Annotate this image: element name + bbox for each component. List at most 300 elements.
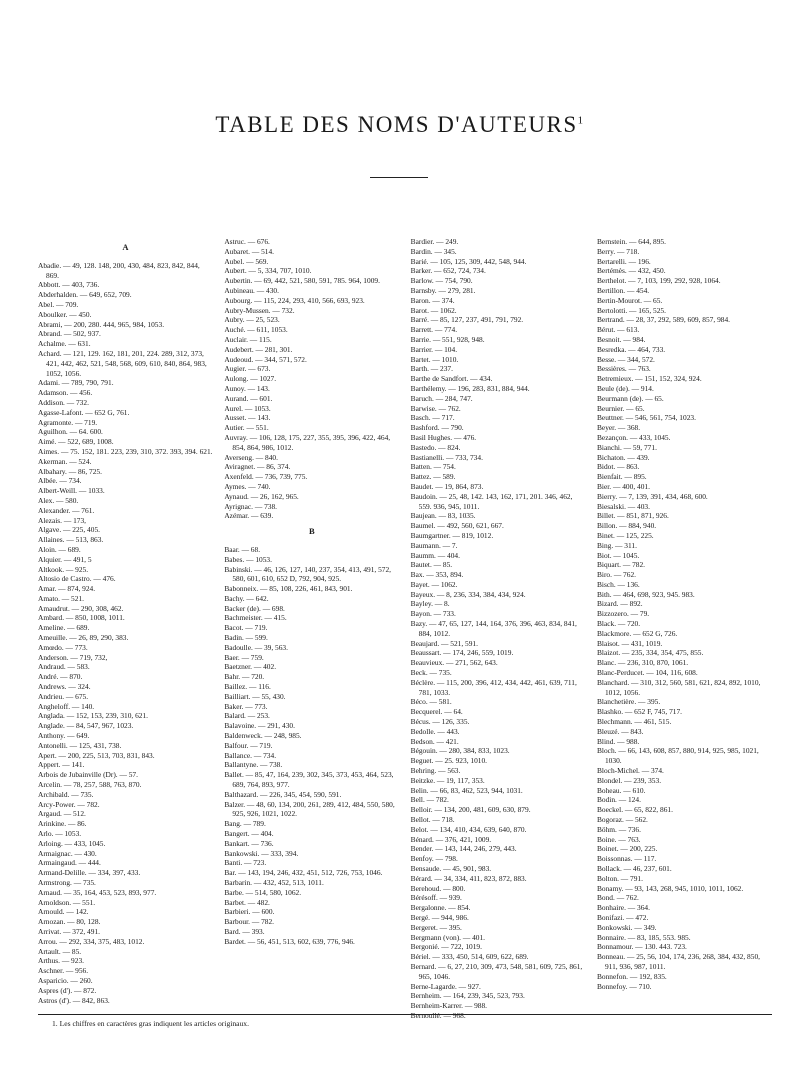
index-entry: Bertémès. — 432, 450. [596, 266, 666, 276]
index-entry: Aubineau. — 430. [224, 285, 279, 295]
index-entry: Bienfait. — 895. [596, 472, 647, 482]
index-entry: Algave. — 225, 405. [38, 525, 100, 535]
index-entry: Ameuille. — 26, 89, 290, 383. [38, 633, 129, 643]
index-entry: Black. — 720. [596, 619, 641, 629]
index-entry: Albert-Weill. — 1033. [38, 486, 105, 496]
index-entry: Bergé. — 944, 986. [410, 912, 469, 922]
footnote-text: 1. Les chiffres en caractères gras indiquent les articles originaux. [52, 1019, 250, 1028]
index-entry: Bezançon. — 433, 1045. [596, 432, 671, 442]
index-column-4 [597, 237, 772, 1021]
index-entry: Baetzner. — 402. [224, 662, 277, 672]
index-entry: Baer. — 759. [224, 652, 264, 662]
index-entry: Boine. — 763. [596, 834, 641, 844]
index-entry: Bériel. — 333, 450, 514, 609, 622, 689. [410, 952, 529, 962]
index-entry: Angheloff. — 140. [38, 701, 95, 711]
index-entry: Aloin. — 689. [38, 544, 81, 554]
index-entry: Baker. — 773. [224, 701, 268, 711]
index-entry: Balzer. — 48, 60, 134, 200, 261, 289, 412, 484, 550, 580, 925, 926, 1021, 1022. [224, 799, 395, 819]
index-entry: Berthelot. — 7, 103, 199, 292, 928, 1064. [596, 276, 721, 286]
index-entry: Bashford. — 790. [410, 423, 464, 433]
index-entry: Bonkowski. — 349. [596, 922, 657, 932]
index-entry: Barnsby. — 279, 281. [410, 285, 476, 295]
index-entry: Bender. — 143, 144, 246, 279, 443. [410, 844, 517, 854]
index-entry: Bizzozero. — 79. [596, 609, 650, 619]
index-entry: Apert. — 200, 225, 513, 703, 831, 843. [38, 750, 155, 760]
index-entry: Andrieu. — 675. [38, 691, 89, 701]
index-entry: Boeckel. — 65, 822, 861. [596, 805, 673, 815]
index-entry: Boheau. — 610. [596, 785, 646, 795]
index-entry: Amaudrut. — 290, 308, 462. [38, 603, 124, 613]
index-entry: Bastedo. — 824. [410, 442, 461, 452]
index-entry: Bing. — 311. [596, 540, 637, 550]
index-entry: Blanc. — 236, 310, 870, 1061. [596, 658, 689, 668]
index-entry: Bérard. — 34, 334, 411, 823, 872, 883. [410, 873, 527, 883]
index-entry: Beule (de). — 914. [596, 383, 654, 393]
index-entry: Bonifazi. — 472. [596, 912, 649, 922]
index-entry: Abel. — 709. [38, 299, 79, 309]
index-entry: Bertolotti. — 165, 525. [596, 305, 666, 315]
index-entry: Barlow. — 754, 790. [410, 276, 473, 286]
index-entry: Beurnier. — 65. [596, 403, 645, 413]
footnote-marker: 1 [577, 114, 585, 127]
page-title [0, 112, 800, 138]
index-entry: Bergmann (von). — 401. [410, 932, 486, 942]
index-entry: Besredka. — 464, 733. [596, 344, 666, 354]
index-entry: Battez. — 589. [410, 472, 456, 482]
index-entry: Böhm. — 736. [596, 824, 641, 834]
index-entry: Armstrong. — 735. [38, 878, 96, 887]
index-entry: Akerman. — 524. [38, 456, 92, 466]
index-entry: Bahr. — 720. [224, 672, 265, 682]
index-entry: Bergeret. — 395. [410, 922, 462, 932]
index-entry: Baldenweck. — 248, 985. [224, 731, 302, 741]
index-entry: Arnoldson. — 551. [38, 897, 96, 907]
index-entry: Blanchard. — 310, 312, 560, 581, 621, 824, 892, 1010, 1012, 1056. [596, 677, 761, 697]
index-entry: Bergalonne. — 854. [410, 903, 471, 913]
index-entry: Bérésoff. — 939. [410, 893, 462, 903]
index-entry: Arbois de Jubainville (Dr). — 57. [38, 770, 138, 780]
index-entry: Aimé. — 522, 689, 1008. [38, 437, 114, 447]
index-entry: Astruc. — 676. [224, 237, 270, 246]
index-entry: Bastianelli. — 733, 734. [410, 452, 483, 462]
index-entry: Beitzke. — 19, 117, 353. [410, 775, 485, 785]
index-entry: Bierry. — 7, 139, 391, 434, 468, 600. [596, 491, 708, 501]
index-entry: Anglada. — 152, 153, 239, 310, 621. [38, 711, 149, 721]
index-entry: Abrand. — 502, 937. [38, 329, 101, 339]
index-entry: Arcelin. — 78, 257, 588, 763, 870. [38, 780, 142, 790]
index-entry: Barthe de Sandfort. — 434. [410, 374, 493, 384]
index-entry: Barbieri. — 600. [224, 907, 275, 917]
index-entry: Alexander. — 761. [38, 505, 95, 515]
index-entry: Bonnaire. — 83, 185, 553. 985. [596, 932, 691, 942]
index-entry: Aubert. — 5, 334, 707, 1010. [224, 266, 312, 276]
index-entry: Bessières. — 763. [596, 364, 651, 374]
index-entry: Barbarin. — 432, 452, 513, 1011. [224, 878, 324, 887]
index-entry: Bégouin. — 280, 384, 833, 1023. [410, 746, 510, 756]
index-entry: Bier. — 400, 401. [596, 481, 650, 491]
index-entry: Alezais. — 173, [38, 515, 87, 525]
index-entry: Beaussart. — 174, 246, 559, 1019. [410, 648, 514, 658]
index-entry: Ayrignac. — 738. [224, 501, 278, 511]
index-entry: Bacot. — 719. [224, 623, 268, 633]
index-entry: Bertrand. — 28, 37, 292, 589, 609, 857, 984. [596, 315, 731, 325]
index-entry: Beauvieux. — 271, 562, 643. [410, 658, 498, 668]
index-entry: Andraud. — 583. [38, 662, 90, 672]
index-entry: Belloir. — 134, 200, 481, 609, 630, 879. [410, 805, 531, 815]
index-entry: Boissonnas. — 117. [596, 854, 657, 864]
index-entry: Bachy. — 642. [224, 593, 269, 603]
index-entry: Arloing. — 433, 1045. [38, 838, 106, 848]
index-entry: Aspres (d'). — 872. [38, 985, 97, 995]
index-entry: Bizard. — 892. [596, 599, 643, 609]
index-entry: Ambard. — 850, 1008, 1011. [38, 613, 125, 623]
index-entry: Bayon. — 733. [410, 609, 456, 619]
index-entry: Beyer. — 368. [596, 423, 641, 433]
index-entry: Badoulle. — 39, 563. [224, 642, 288, 652]
index-entry: Ballance. — 734. [224, 750, 277, 760]
index-entry: Addison. — 732. [38, 397, 89, 407]
index-entry: Bardier. — 249. [410, 237, 459, 246]
index-entry: Appert. — 141. [38, 760, 85, 770]
index-entry: Bertin-Mourot. — 65. [596, 295, 663, 305]
index-entry: Beurmann (de). — 65. [596, 393, 664, 403]
index-entry: Bonneau. — 25, 56, 104, 174, 236, 268, 384, 432, 850, 911, 936, 987, 1011. [596, 952, 760, 971]
index-entry: Balthazard. — 226, 345, 454, 590, 591. [224, 789, 342, 799]
index-entry: Bernheim. — 164, 239, 345, 523, 793. [410, 991, 525, 1001]
index-entry: Abderhalden. — 649, 652, 709. [38, 290, 132, 300]
index-entry: Becquerel. — 64. [410, 707, 463, 717]
index-entry: Aubertin. — 69, 442, 521, 580, 591, 785. 964, 1009. [224, 276, 380, 286]
index-entry: Adamson. — 456. [38, 388, 93, 398]
index-entry: Andrews. — 324. [38, 682, 91, 692]
index-entry: Aschner. — 956. [38, 966, 89, 976]
index-entry: Bith. — 464, 698, 923, 945. 983. [596, 589, 695, 599]
index-entry: Arlo. — 1053. [38, 829, 82, 839]
index-entry: Basil Hughes. — 476. [410, 432, 477, 442]
index-entry: Billet. — 851, 871, 926. [596, 511, 669, 521]
index-entry: Aubry-Mussen. — 732. [224, 305, 295, 315]
index-entry: Ballantyne. — 738. [224, 760, 283, 770]
index-entry: Béco. — 581. [410, 697, 452, 707]
index-entry: Berne-Lagarde. — 927. [410, 981, 481, 991]
index-entry: Beck. — 735. [410, 668, 452, 678]
title-rule [370, 177, 428, 178]
index-entry: Beguet. — 25. 923, 1010. [410, 756, 488, 766]
index-column-3 [411, 237, 586, 1021]
index-entry: Bell. — 782. [410, 795, 449, 805]
index-entry: Bankowski. — 333, 394. [224, 848, 299, 858]
index-entry: Bankart. — 736. [224, 838, 274, 848]
index-entry: Aubel. — 569. [224, 256, 269, 266]
index-entry: Bardet. — 56, 451, 513, 602, 639, 776, 946. [224, 936, 355, 946]
index-entry: Arnaud. — 35, 164, 453, 523, 893, 977. [38, 887, 157, 897]
index-entry: Audebert. — 281, 301. [224, 344, 293, 354]
index-entry: Bénard. — 376, 421, 1009. [410, 834, 492, 844]
page-title-text: TABLE DES NOMS D'AUTEURS [215, 112, 578, 137]
index-entry: Biro. — 762. [596, 570, 636, 580]
footnote [38, 1014, 772, 1028]
index-entry: Altkook. — 925. [38, 564, 89, 574]
index-entry: Arrou. — 292, 334, 375, 483, 1012. [38, 936, 145, 946]
index-entry: Bidot. — 863. [596, 462, 640, 472]
index-entry: Bloch-Michel. — 374. [596, 766, 664, 776]
index-entry: Baumel. — 492, 560, 621, 667. [410, 521, 504, 531]
index-entry: Arinkine. — 86. [38, 819, 87, 829]
index-entry: Achalme. — 631. [38, 339, 91, 349]
index-entry: Bernstein. — 644, 895. [596, 237, 666, 246]
index-entry: Betremieux. — 151, 152, 324, 924. [596, 374, 702, 384]
index-entry: Barré. — 85, 127, 237, 491, 791, 792. [410, 315, 524, 325]
index-entry: Barrier. — 104. [410, 344, 458, 354]
index-entry: Baumgartner. — 819, 1012. [410, 530, 494, 540]
index-entry: Arnould. — 142. [38, 907, 89, 917]
index-entry: Bayeux. — 8, 236, 334, 384, 434, 924. [410, 589, 526, 599]
index-entry: Boinet. — 200, 225. [596, 844, 658, 854]
index-entry: Biquart. — 782. [596, 560, 646, 570]
index-entry: Banti. — 723. [224, 858, 267, 868]
author-index-columns [38, 237, 772, 1021]
index-entry: Baujean. — 83, 1035. [410, 511, 476, 521]
index-entry: Antonelli. — 125, 431, 738. [38, 740, 122, 750]
index-entry: Bedolle. — 443. [410, 726, 460, 736]
index-entry: Bérut. — 613. [596, 325, 640, 335]
index-entry: Achard. — 121, 129. 162, 181, 201, 224. 289, 312, 373, 421, 442, 462, 521, 548, 568, 609, 610, 840, 864, 983, 1052, 1056. [38, 348, 207, 378]
index-entry: Bard. — 393. [224, 926, 265, 936]
index-entry: Blind. — 988. [596, 736, 640, 746]
index-entry: Bloch. — 66, 143, 608, 857, 880, 914, 925, 985, 1021, 1030. [596, 746, 759, 766]
index-entry: Baillez. — 116. [224, 682, 271, 692]
index-entry: Armaingaud. — 444. [38, 858, 101, 868]
index-entry: Barié. — 105, 125, 309, 442, 548, 944. [410, 256, 527, 266]
index-entry: Aynaud. — 26, 162, 965. [224, 491, 299, 501]
index-entry: Baumm. — 404. [410, 550, 460, 560]
index-entry: Ausset. — 143. [224, 413, 271, 423]
index-entry: Balavoine. — 291, 430. [224, 721, 295, 731]
index-entry: Argaud. — 512. [38, 809, 86, 819]
index-entry: Audeoud. — 344, 571, 572. [224, 354, 307, 364]
index-entry: Barwise. — 762. [410, 403, 461, 413]
index-entry: Allaines. — 513, 863. [38, 535, 104, 545]
index-entry: Bayet. — 1062. [410, 579, 458, 589]
index-entry: Bangert. — 404. [224, 829, 274, 839]
index-entry: Auclair. — 115. [224, 334, 272, 344]
index-entry: Bodin. — 124. [596, 795, 641, 805]
index-entry: Bergonié. — 722, 1019. [410, 942, 482, 952]
index-entry: Altosio de Castro. — 476. [38, 574, 116, 584]
index-entry: Backer (de). — 698. [224, 603, 285, 613]
index-entry: Bonnamour. — 130. 443. 723. [596, 942, 687, 952]
index-entry: Beaujard. — 521, 591. [410, 638, 478, 648]
index-entry: Belin. — 66, 83, 462, 523, 944, 1031. [410, 785, 523, 795]
index-entry: Auché. — 611, 1053. [224, 325, 288, 335]
index-entry: Bertillon. — 454. [596, 285, 650, 295]
index-entry: Baudet. — 19, 864, 873. [410, 481, 484, 491]
index-entry: Bonnefon. — 192, 835. [596, 971, 667, 981]
index-entry: Barker. — 652, 724, 734. [410, 266, 486, 276]
index-entry: Bogoraz. — 562. [596, 815, 648, 825]
index-entry: Bensaude. — 45, 901, 983. [410, 864, 492, 873]
index-entry: Archibald. — 735. [38, 789, 94, 799]
index-entry: Agramonte. — 719. [38, 417, 98, 427]
index-entry: Aulong. — 1027. [224, 374, 277, 384]
index-entry: Bisch. — 136. [596, 579, 640, 589]
index-entry: Arnozan. — 80, 128. [38, 917, 101, 927]
index-entry: Barrie. — 551, 928, 948. [410, 334, 485, 344]
index-entry: Bond. — 762. [596, 893, 639, 903]
index-entry: Aymes. — 740. [224, 481, 271, 491]
index-entry: Bazy. — 47, 65, 127, 144, 164, 376, 396, 463, 834, 841, 884, 1012. [410, 619, 577, 638]
index-entry: Bellot. — 718. [410, 815, 455, 825]
index-entry: Bernheim-Karrer. — 988. [410, 1001, 488, 1011]
index-entry: Ameline. — 689. [38, 623, 90, 633]
index-entry: Blanc-Perducet. — 104, 116, 608. [596, 668, 698, 678]
index-entry: Albahary. — 86, 725. [38, 466, 102, 476]
index-entry: Basch. — 717. [410, 413, 455, 423]
index-entry: Augier. — 673. [224, 364, 271, 374]
index-entry: Aimes. — 75. 152, 181. 223, 239, 310, 372. 393, 394. 621. [38, 446, 213, 456]
index-entry: Anderson. — 719, 732, [38, 652, 108, 662]
index-entry: Bachmeister. — 415. [224, 613, 287, 623]
index-entry: Azémar. — 639. [224, 511, 274, 521]
index-entry: Amato. — 521. [38, 593, 84, 603]
index-entry: Baruch. — 284, 747. [410, 393, 473, 403]
index-entry: Barthélemy. — 196, 283, 831, 884, 944. [410, 383, 530, 393]
index-entry: Axenfeld. — 736, 739, 775. [224, 472, 308, 482]
index-entry: Baumann. — 7. [410, 540, 458, 550]
index-entry: Aviragnet. — 86, 374. [224, 462, 291, 472]
index-entry: Anglade. — 84, 547, 967, 1023. [38, 721, 134, 731]
index-entry: Adami. — 789, 790, 791. [38, 378, 114, 388]
index-entry: Aubourg. — 115, 224, 293, 410, 566, 693, 923. [224, 295, 365, 305]
index-entry: Bar. — 143, 194, 246, 432, 451, 512, 726, 753, 1046. [224, 868, 383, 878]
index-entry: Balard. — 253. [224, 711, 270, 721]
index-entry: Bailliart. — 55, 430. [224, 691, 286, 701]
index-entry: Aubry. — 25, 523. [224, 315, 280, 325]
index-entry: Bayley. — 8. [410, 599, 450, 609]
index-entry: Belot. — 134, 410, 434, 639, 640, 870. [410, 824, 527, 834]
index-entry: Artault. — 85. [38, 946, 82, 956]
index-entry: Bax. — 353, 894. [410, 570, 464, 580]
index-entry: Blashko. — 652 F, 745, 717. [596, 707, 683, 717]
index-entry: Bichaton. — 439. [596, 452, 650, 462]
index-entry: Alquier. — 491, 5 [38, 554, 92, 564]
index-entry: Bleuzé. — 843. [596, 726, 644, 736]
index-entry: Blackmore. — 652 G, 726. [596, 628, 678, 638]
index-entry: Autier. — 551. [224, 423, 269, 433]
index-entry: Baudoin. — 25, 48, 142. 143, 162, 171, 201. 346, 462, 559. 936, 945, 1011. [410, 491, 573, 511]
index-entry: Barbour. — 782. [224, 917, 275, 927]
index-entry: Bernard. — 6, 27, 210, 309, 473, 548, 581, 609, 725, 861, 965, 1046. [410, 961, 583, 981]
index-entry: Albée. — 734. [38, 476, 82, 486]
index-entry: Amœdo. — 773. [38, 642, 88, 652]
index-entry: Aboulker. — 450. [38, 309, 92, 319]
index-entry: Armand-Delille. — 334, 397, 433. [38, 868, 141, 878]
index-entry: Barbe. — 514, 580, 1062. [224, 887, 302, 897]
index-entry: Barrett. — 774. [410, 325, 458, 335]
index-entry: Besse. — 344, 572. [596, 354, 655, 364]
index-entry: Agasse-Lafont. — 652 G, 761. [38, 407, 130, 417]
index-entry: Babes. — 1053. [224, 554, 272, 564]
index-entry: Balfour. — 719. [224, 740, 273, 750]
index-entry: Arthus. — 923. [38, 956, 84, 966]
index-entry: André. — 870. [38, 672, 83, 682]
index-entry: Babonneix. — 85, 108, 226, 461, 843, 901. [224, 584, 353, 594]
index-entry: Aguilhon. — 64. 600. [38, 427, 103, 437]
index-entry: Armaignac. — 430. [38, 848, 97, 858]
index-entry: Behring. — 563. [410, 766, 461, 776]
index-entry: Bautet. — 85. [410, 560, 453, 570]
index-entry: Barbet. — 482. [224, 897, 270, 907]
index-entry: Bedson. — 421. [410, 736, 459, 746]
index-entry: Bolton. — 791. [596, 873, 643, 883]
index-entry: Bertarelli. — 196. [596, 256, 651, 266]
index-entry: Berehoud. — 800. [410, 883, 466, 893]
index-letter-heading: A [122, 242, 129, 252]
index-entry: Blaizot. — 235, 334, 354, 475, 855. [596, 648, 704, 658]
index-entry: Alex. — 580. [38, 495, 79, 505]
index-entry: Binet. — 125, 225. [596, 530, 654, 540]
index-entry: Bollack. — 46, 237, 601. [596, 864, 672, 873]
index-column-2 [224, 237, 399, 1021]
index-entry: Abadie. — 49, 128. 148, 200, 430, 484, 823, 842, 844, 869. [38, 260, 200, 280]
index-entry: Averseng. — 840. [224, 452, 278, 462]
index-entry: Auvray. — 106, 128, 175, 227, 355, 395, 396, 422, 464, 854, 864, 986, 1012. [224, 432, 391, 452]
index-entry: Bonhaire. — 364. [596, 903, 650, 913]
index-entry: Arrivat. — 372, 491. [38, 926, 100, 936]
index-entry: Bartet. — 1010. [410, 354, 459, 364]
index-entry: Aunoy. — 143. [224, 383, 270, 393]
index-entry: Bardin. — 345. [410, 246, 457, 256]
index-entry: Aubaret. — 514. [224, 246, 274, 256]
index-entry: Baron. — 374. [410, 295, 455, 305]
index-entry: Astros (d'). — 842, 863. [38, 995, 110, 1005]
index-entry: Bonnefoy. — 710. [596, 981, 652, 991]
index-entry: Biot. — 1045. [596, 550, 640, 560]
index-entry: Arcy-Power. — 782. [38, 799, 100, 809]
index-entry: Bianchi. — 59, 771. [596, 442, 657, 452]
index-entry: Blondel. — 239, 353. [596, 775, 662, 785]
index-entry: Ballet. — 85, 47, 164, 239, 302, 345, 373, 453, 464, 523, 689, 764, 893, 977. [224, 770, 394, 790]
index-entry: Béclère. — 115, 200, 396, 412, 434, 442, 461, 639, 711, 781, 1033. [410, 677, 577, 697]
index-entry: Barot. — 1062. [410, 305, 457, 315]
index-entry: Bonamy. — 93, 143, 268, 945, 1010, 1011, 1062. [596, 883, 744, 893]
index-entry: Amar. — 874, 924. [38, 584, 96, 594]
index-entry: Anthony. — 649. [38, 731, 90, 741]
index-entry: Berry. — 718. [596, 246, 640, 256]
index-entry: Besnoit. — 984. [596, 334, 646, 344]
index-entry: Blechmann. — 461, 515. [596, 717, 672, 727]
index-entry: Bang. — 789. [224, 819, 266, 829]
index-entry: Blaisot. — 431, 1019. [596, 638, 663, 648]
index-entry: Babinski. — 46, 126, 127, 140, 237, 354, 413, 491, 572, 580, 601, 610, 652 D, 792, 904, 925. [224, 564, 392, 584]
index-entry: Aurel. — 1053. [224, 403, 271, 413]
index-entry: Aurand. — 601. [224, 393, 273, 403]
index-entry: Baar. — 68. [224, 544, 261, 554]
index-entry: Barth. — 237. [410, 364, 453, 374]
index-entry: Asparicio. — 260. [38, 975, 93, 985]
index-entry: Batten. — 754. [410, 462, 456, 472]
index-entry: Benfoy. — 798. [410, 854, 458, 864]
index-entry: Beuttner. — 546, 561, 754, 1023. [596, 413, 696, 423]
index-entry: Badin. — 599. [224, 633, 268, 643]
index-entry: Billon. — 884, 940. [596, 521, 657, 531]
index-entry: Abrami, — 200, 280. 444, 965, 984, 1053. [38, 319, 165, 329]
index-entry: Abbott. — 403, 736. [38, 280, 100, 290]
index-entry: Bécus. — 126, 335. [410, 717, 470, 727]
index-letter-heading: B [308, 526, 315, 537]
index-entry: Blanchetière. — 395. [596, 697, 661, 707]
index-entry: Biesalski. — 403. [596, 501, 650, 511]
